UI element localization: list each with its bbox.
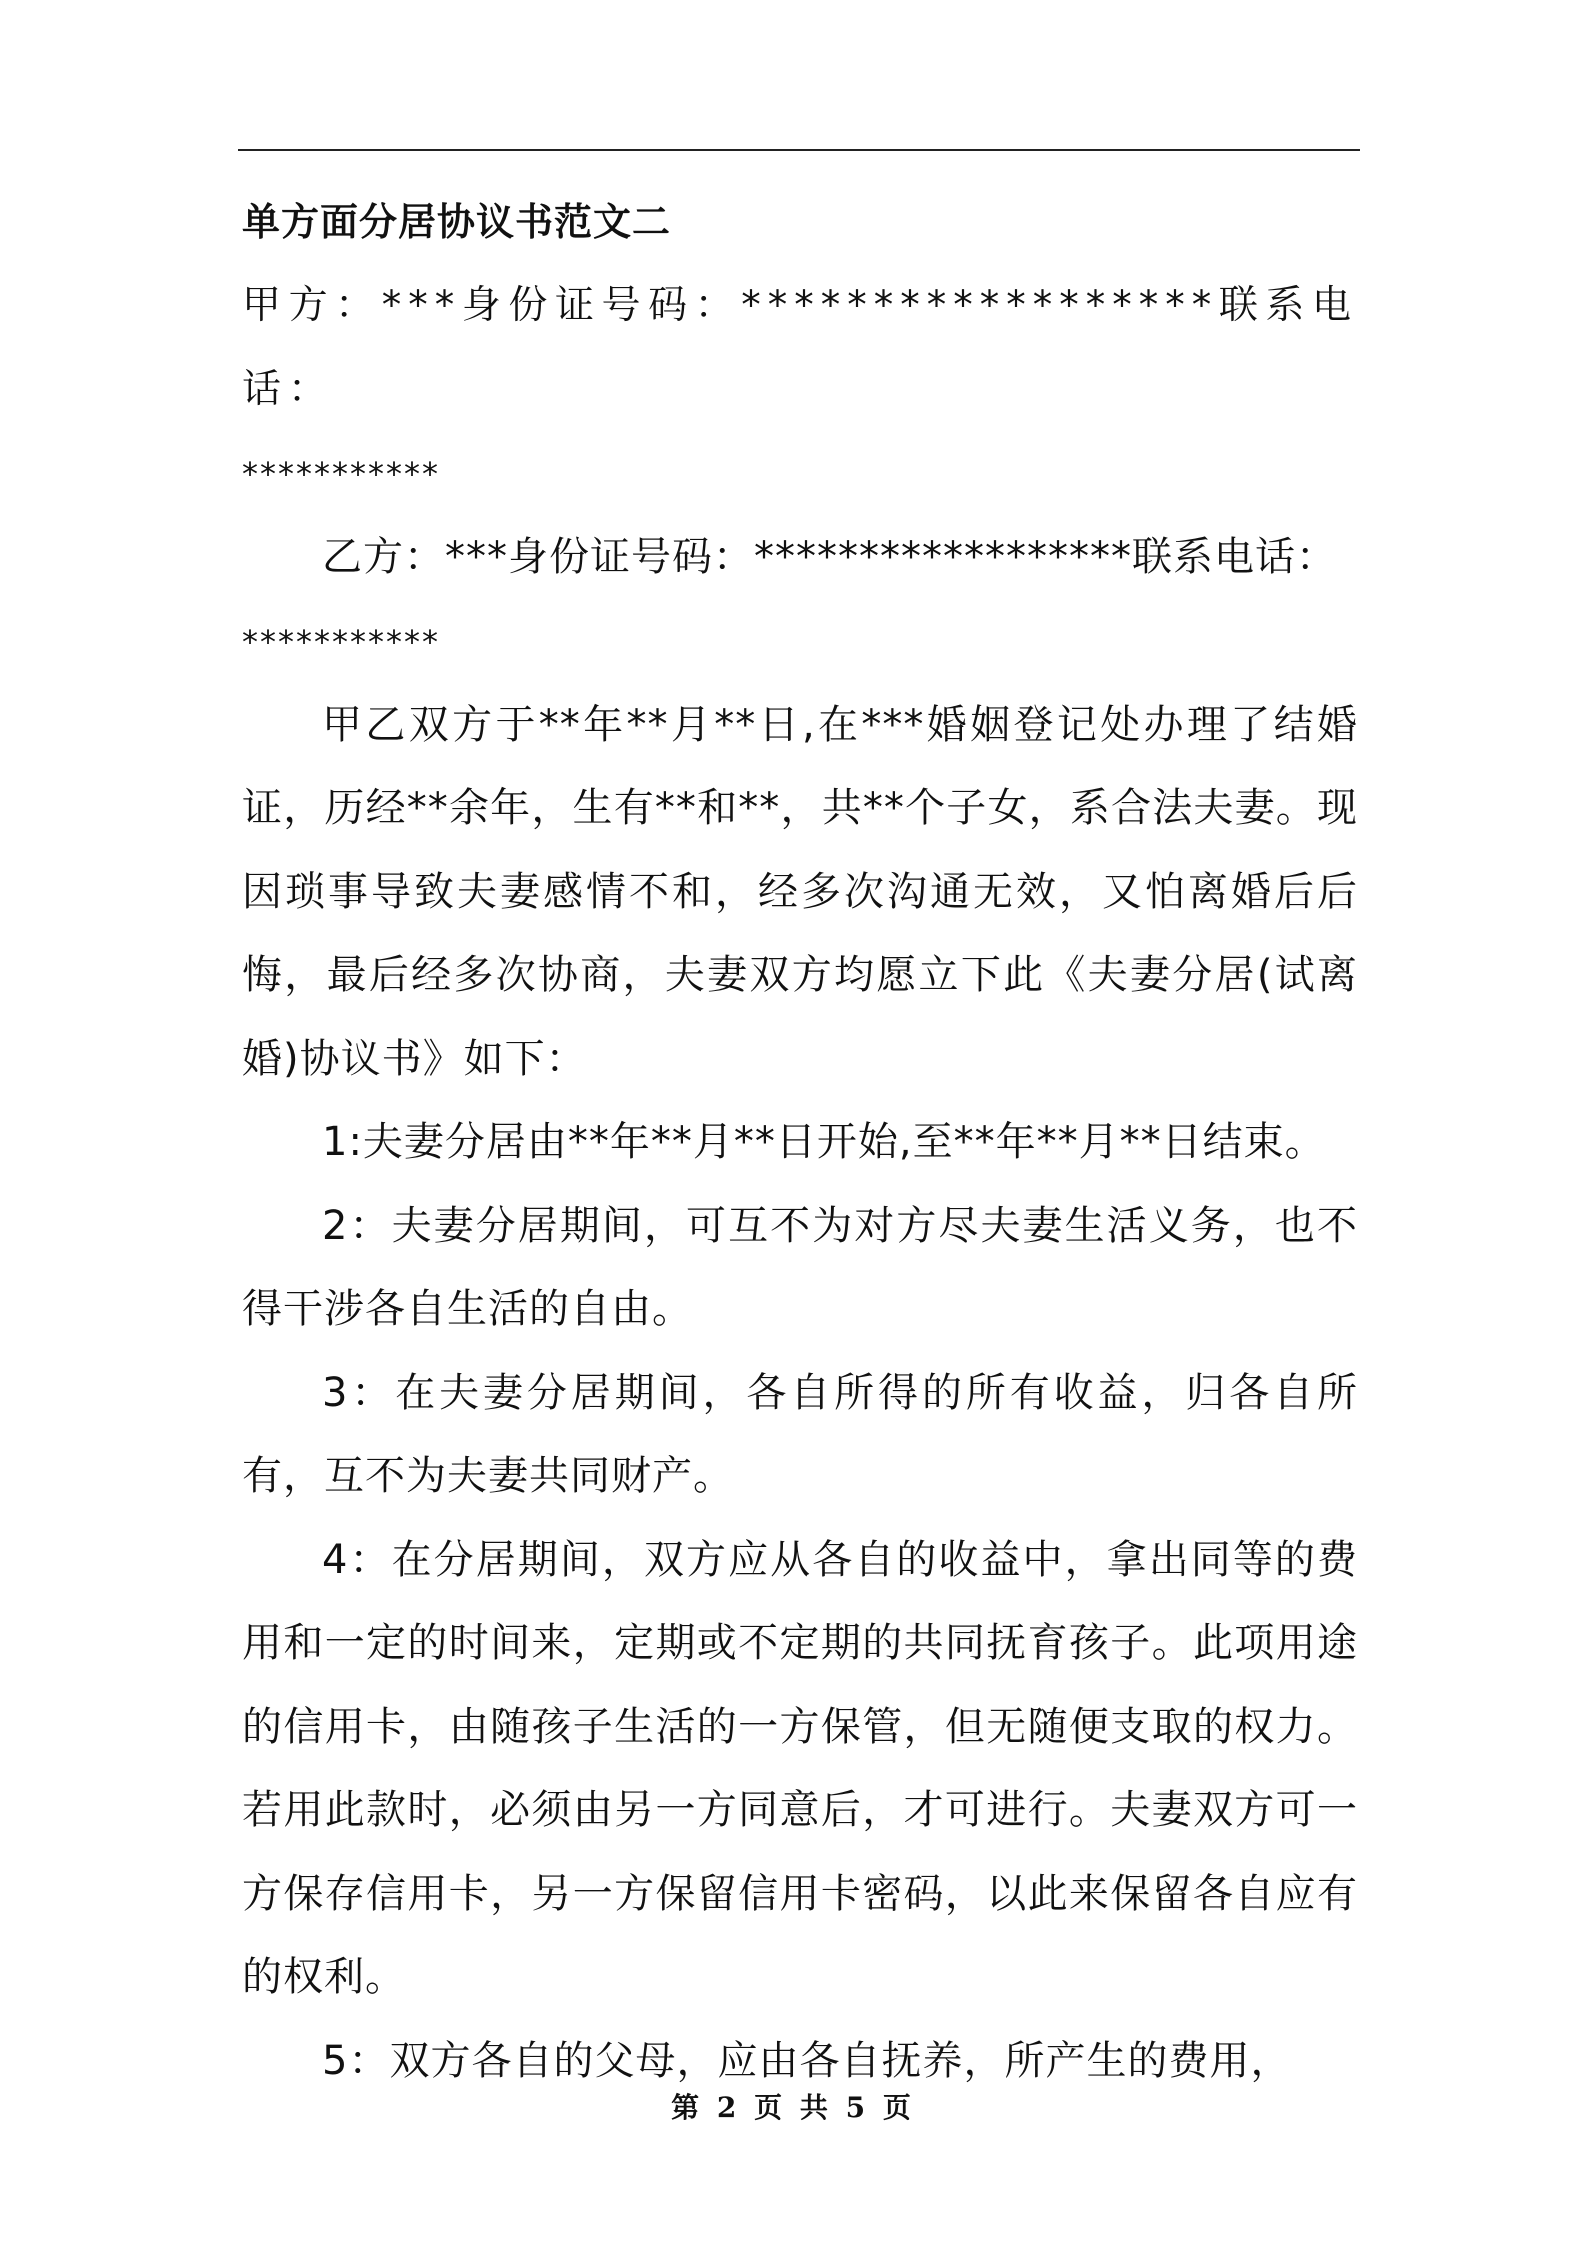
paragraph-clause-4: 4：在分居期间，双方应从各自的收益中，拿出同等的费用和一定的时间来，定期或不定期的共同抚育孩子。此项用途的信用卡，由随孩子生活的一方保管，但无随便支取的权力。若用此款时，必须由另一方同意后，才可进行。夫妻双方可一方保存信用卡，另一方保留信用卡密码，以此来保留各自应有的权利。 xyxy=(242,1536,1358,2000)
page-number: 第 2 页 共 5 页 xyxy=(671,2091,915,2124)
paragraph-clause-1: 1:夫妻分居由**年**月**日开始,至**年**月**日结束。 xyxy=(322,1119,1326,1165)
document-body xyxy=(242,180,1358,2103)
party-a-phone-value: *********** xyxy=(242,455,440,493)
party-b-line: 乙方：***身份证号码：******************联系电话： xyxy=(322,534,1337,580)
party-a-phone xyxy=(242,432,1358,516)
document-title: 单方面分居协议书范文二 xyxy=(242,200,672,244)
paragraph-clause-2: 2：夫妻分居期间，可互不为对方尽夫妻生活义务，也不得干涉各自生活的自由。 xyxy=(242,1202,1358,1332)
paragraph-intro: 甲乙双方于**年**月**日,在***婚姻登记处办理了结婚证，历经**余年，生有**和**，共**个子女，系合法夫妻。现因琐事导致夫妻感情不和，经多次沟通无效，又怕离婚后后悔，最后经多次协商，夫妻双方均愿立下此《夫妻分居(试离婚)协议书》如下： xyxy=(242,701,1358,1082)
paragraph-clause-5: 5：双方各自的父母，应由各自抚养，所产生的费用， xyxy=(322,2037,1292,2084)
header-rule xyxy=(238,149,1360,151)
party-a-line: 甲方：***身份证号码：******************联系电话： xyxy=(242,283,1358,412)
party-b-phone xyxy=(242,600,1358,684)
party-b-phone-value: *********** xyxy=(242,622,440,661)
paragraph-clause-3: 3：在夫妻分居期间，各自所得的所有收益，归各自所有，互不为夫妻共同财产。 xyxy=(242,1369,1358,1499)
